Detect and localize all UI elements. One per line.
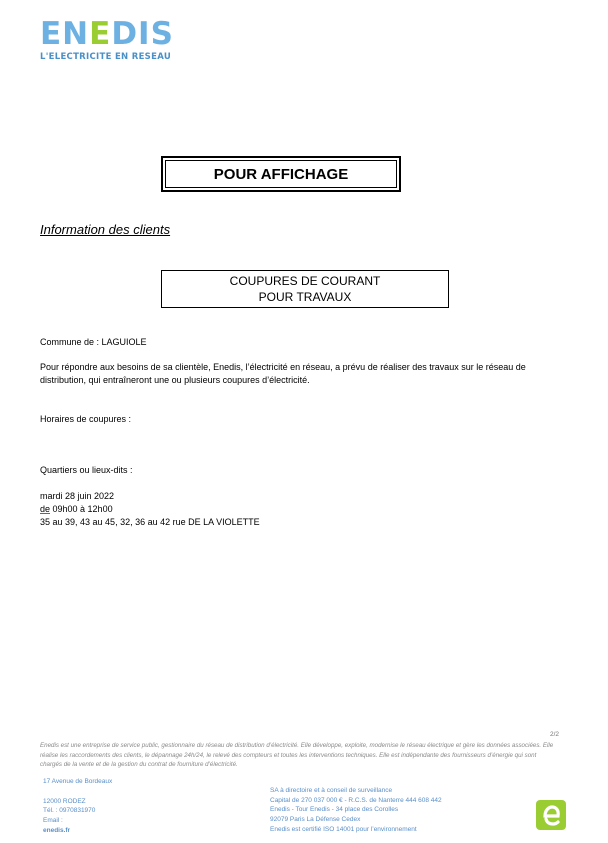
logo-wordmark: ENEDIS [40, 16, 174, 52]
intro-paragraph: Pour répondre aux besoins de sa clientèle, Enedis, l’électricité en réseau, a prévu de réaliser des travaux sur le réseau de distribution, qui entraîneront une ou plusieurs coupures d’électricité. [40, 362, 526, 385]
hours-range: 09h00 à 12h00 [50, 504, 113, 514]
notice-line-2: POUR TRAVAUX [258, 290, 352, 304]
notice-line-1: COUPURES DE COURANT [229, 274, 381, 288]
commune-line: Commune de : LAGUIOLE [40, 337, 147, 347]
footer-website[interactable]: enedis.fr [43, 826, 71, 834]
footer-company-line: SA à directoire et à conseil de surveillance [270, 787, 393, 794]
display-header-box [161, 156, 401, 192]
legal-notice: Enedis est une entreprise de service public, gestionnaire du réseau de distribution d’électricité. Elle développe, exploite, modernise le réseau électrique et gère les données associées. Elle réalise les raccordements des clients, le dépannage 24h/24, le relevé des compteurs et toutes les interventions techniques. Elle est indépendante des fournisseurs d’énergie qui sont chargés de la vente et de la gestion du contrat de fourniture d’électricité. [40, 742, 554, 768]
footer-contact [43, 777, 112, 836]
enedis-logo [40, 18, 180, 66]
footer-company-line: Enedis est certifié ISO 14001 pour l’environnement [270, 825, 417, 833]
outage-date: mardi 28 juin 2022 [40, 491, 115, 501]
notice-box [161, 270, 449, 308]
enedis-emblem-icon [536, 800, 566, 830]
footer-company-line: 92079 Paris La Défense Cedex [270, 816, 361, 824]
footer-company-line: Enedis - Tour Enedis - 34 place des Corolles [270, 806, 399, 814]
hours-prefix: de [40, 504, 51, 514]
page-number: 2/2 [550, 731, 560, 738]
footer-company-line: Capital de 270 037 000 € - R.C.S. de Nanterre 444 608 442 [270, 796, 442, 804]
footer-street: 17 Avenue de Bordeaux [43, 778, 113, 785]
footer-tel: Tél. : 0970831970 [43, 807, 96, 815]
horaires-label: Horaires de coupures : [40, 414, 132, 424]
footer-city: 12000 RODEZ [43, 797, 86, 805]
display-header-label: POUR AFFICHAGE [165, 160, 397, 188]
outage-hours [40, 503, 113, 516]
info-title: Information des clients [40, 222, 171, 237]
footer-email: Email : [43, 817, 63, 825]
logo-tagline: L'ELECTRICITE EN RESEAU [40, 52, 172, 62]
affected-addresses: 35 au 39, 43 au 45, 32, 36 au 42 rue DE LA VIOLETTE [40, 517, 260, 527]
footer-company-info [270, 786, 442, 835]
quartiers-label: Quartiers ou lieux-dits : [40, 465, 133, 475]
